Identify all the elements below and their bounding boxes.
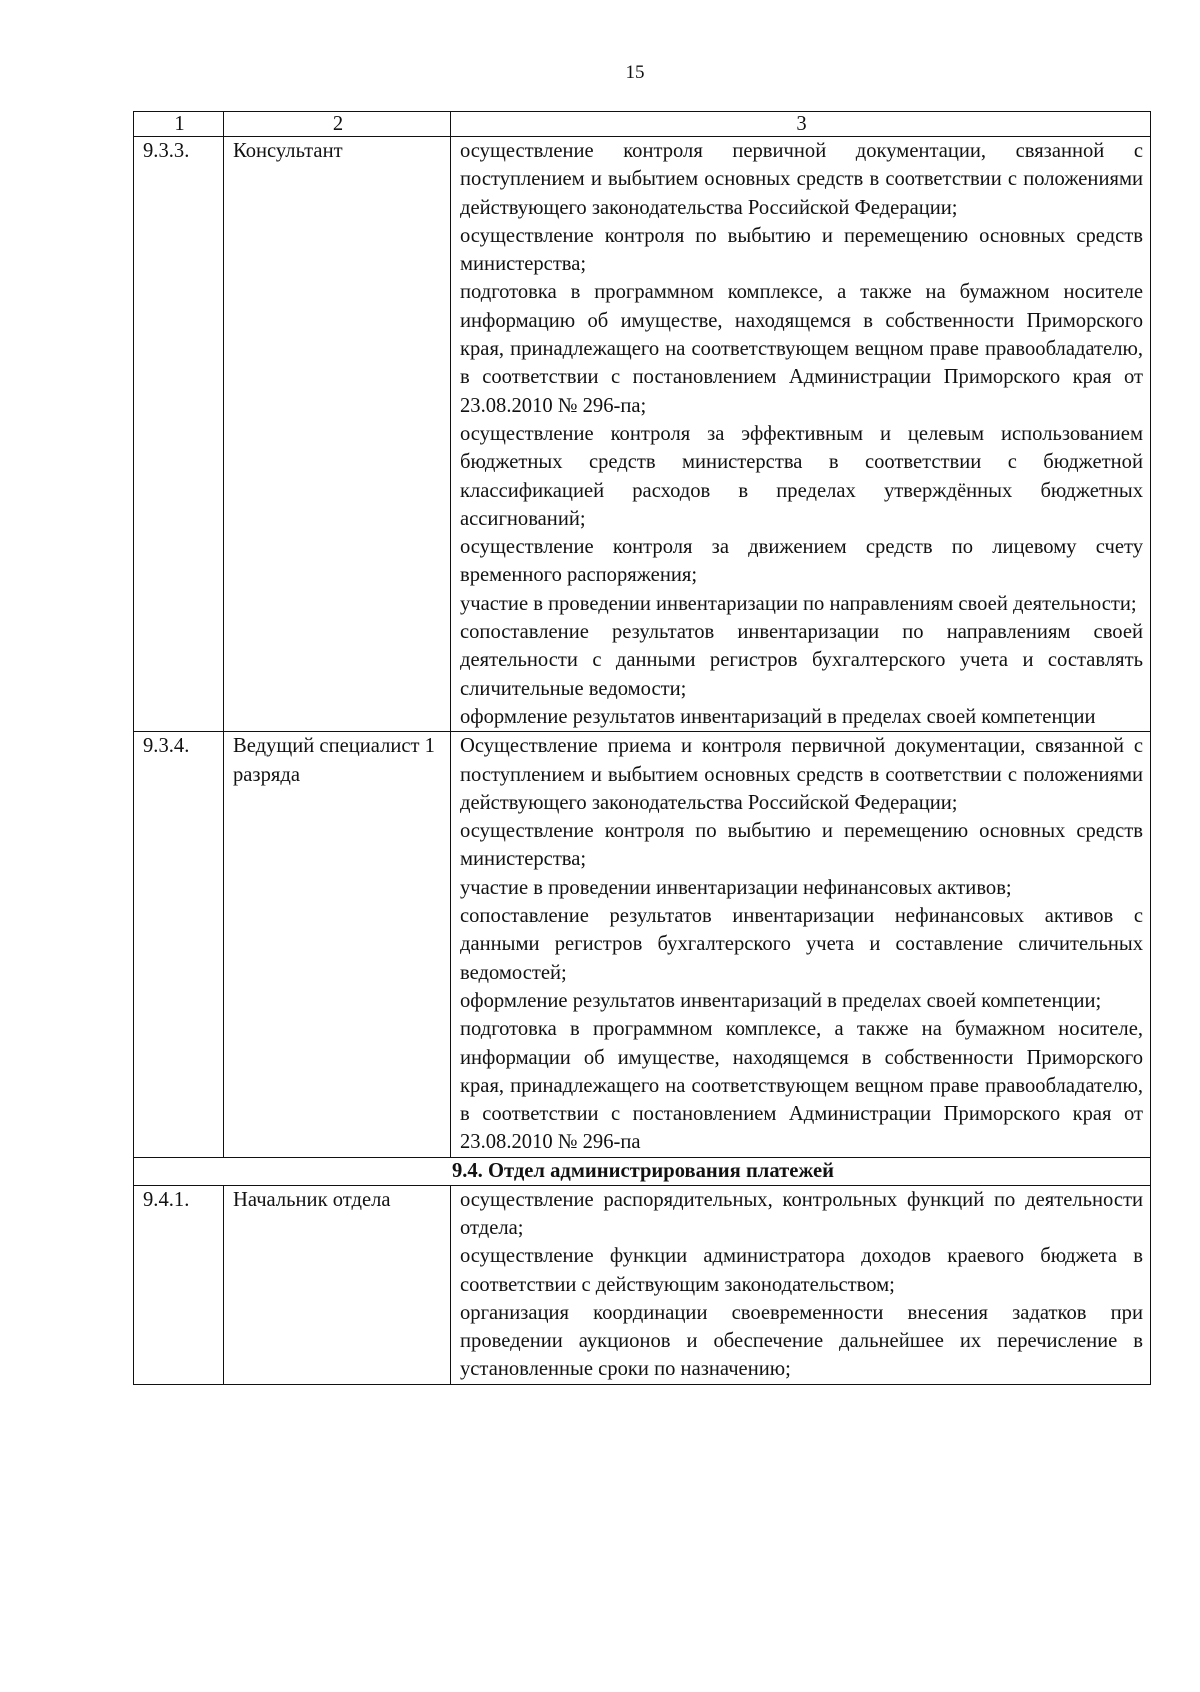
row-number: 9.3.4.: [134, 732, 224, 1157]
duty-item: осуществление функции администратора доходов краевого бюджета в соответствии с действующим законодательством;: [460, 1245, 1143, 1296]
table-row: [134, 732, 1151, 1157]
duty-item: осуществление контроля по выбытию и перемещению основных средств министерства;: [460, 224, 1143, 276]
page-number: 15: [625, 62, 645, 83]
duties-table: [133, 111, 1151, 1385]
table-row: [134, 137, 1151, 732]
duty-item: подготовка в программном комплексе, а также на бумажном носителе информацию об имуществе, находящемся в собственности Приморского края, принадлежащего на соответствующем вещном праве правообладателю, в соответствии с постановлением Администрации Приморского края от 23.08.2010 № 296-па;: [460, 281, 1143, 417]
duty-item: подготовка в программном комплексе, а также на бумажном носителе, информации об имуществе, находящемся в собственности Приморского края, принадлежащего на соответствующем вещном праве правообладателю, в соответствии с постановлением Администрации Приморского края от 23.08.2010 № 296-па: [460, 1018, 1143, 1154]
duty-item: Осуществление приема и контроля первичной документации, связанной с поступлением и выбытием основных средств в соответствии с положениями действующего законодательства Российской Федерации;: [460, 735, 1143, 814]
duty-item: сопоставление результатов инвентаризации нефинансовых активов с данными регистров бухгалтерского учета и составление сличительных ведомостей;: [460, 905, 1143, 984]
table-row: [134, 1185, 1151, 1384]
duties-cell: [451, 1185, 1151, 1384]
position-title: Ведущий специалист 1 разряда: [224, 732, 451, 1157]
duty-item: осуществление контроля по выбытию и перемещению основных средств министерства;: [460, 820, 1143, 871]
duty-item: осуществление распорядительных, контрольных функций по деятельности отдела;: [460, 1188, 1143, 1239]
section-header-row: [134, 1157, 1151, 1185]
duties-cell: [451, 137, 1151, 732]
duty-item: осуществление контроля первичной документации, связанной с поступлением и выбытием основных средств в соответствии с положениями действующего законодательства Российской Федерации;: [460, 140, 1143, 219]
row-number: 9.4.1.: [134, 1185, 224, 1384]
duty-item: оформление результатов инвентаризаций в пределах своей компетенции;: [460, 989, 1102, 1012]
column-header-2: 2: [224, 112, 451, 137]
duty-item: осуществление контроля за эффективным и целевым использованием бюджетных средств министерства в соответствии с бюджетной классификацией расходов в пределах утверждённых бюджетных ассигнований;: [460, 422, 1143, 530]
duty-item: осуществление контроля за движением средств по лицевому счету временного распоряжения;: [460, 536, 1143, 587]
position-title: Консультант: [224, 137, 451, 732]
column-number-row: [134, 112, 1151, 137]
duty-item: участие в проведении инвентаризации нефинансовых активов;: [460, 876, 1012, 899]
row-number: 9.3.3.: [134, 137, 224, 732]
section-title: 9.4. Отдел администрирования платежей: [134, 1157, 1151, 1185]
duty-item: оформление результатов инвентаризаций в пределах своей компетенции: [460, 705, 1096, 728]
duties-cell: [451, 732, 1151, 1157]
duty-item: участие в проведении инвентаризации по направлениям своей деятельности;: [460, 592, 1137, 615]
position-title: Начальник отдела: [224, 1185, 451, 1384]
column-header-3: 3: [451, 112, 1151, 137]
column-header-1: 1: [134, 112, 224, 137]
duty-item: организация координации своевременности внесения задатков при проведении аукционов и обеспечение дальнейшее их перечисление в установленные сроки по назначению;: [460, 1301, 1143, 1381]
duty-item: сопоставление результатов инвентаризации по направлениям своей деятельности с данными регистров бухгалтерского учета и составлять сличительные ведомости;: [460, 621, 1143, 700]
